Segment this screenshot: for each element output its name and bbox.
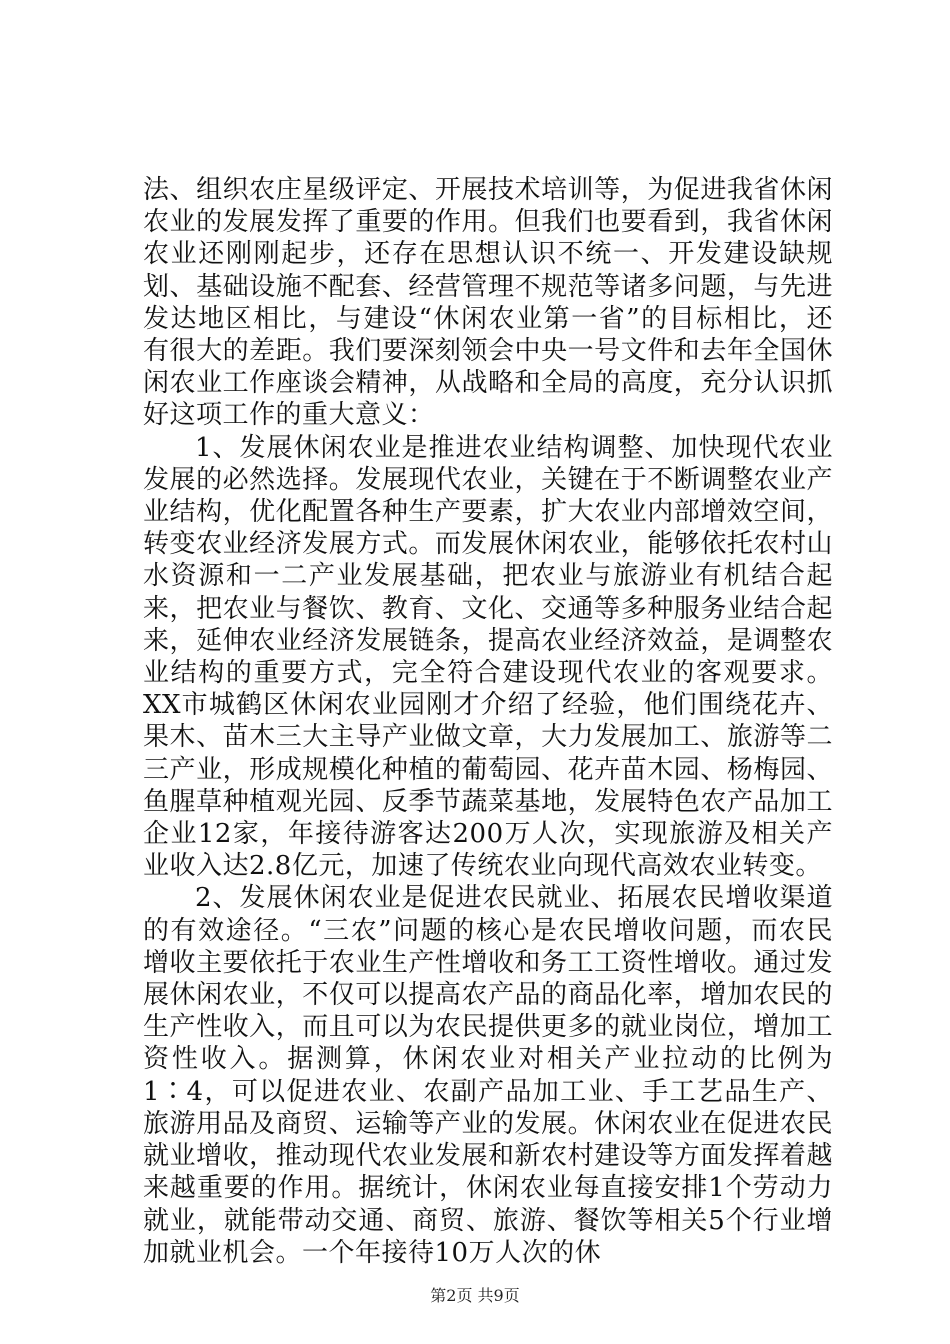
paragraph-point-2: 2、发展休闲农业是促进农民就业、拓展农民增收渠道的有效途径。“三农”问题的核心是农民增收问题，而农民增收主要依托于农业生产性增收和务工工资性增收。通过发展休闲农业，不仅可以提高农产品的商品化率，增加农民的生产性收入，而且可以为农民提供更多的就业岗位，增加工资性收入。据测算，休闲农业对相关产业拉动的比例为1∶4，可以促进农业、农副产品加工业、手工艺品生产、旅游用品及商贸、运输等产业的发展。休闲农业在促进农民就业增收，推动现代农业发展和新农村建设等方面发挥着越来越重要的作用。据统计，休闲农业每直接安排1个劳动力就业，就能带动交通、商贸、旅游、餐饮等相关5个行业增加就业机会。一个年接待10万人次的休 — [143, 883, 833, 1268]
page-number-footer: 第2页 共9页 — [430, 1286, 520, 1305]
paragraph-intro: 法、组织农庄星级评定、开展技术培训等，为促进我省休闲农业的发展发挥了重要的作用。但我们也要看到，我省休闲农业还刚刚起步，还存在思想认识不统一、开发建设缺规划、基础设施不配套、经营管理不规范等诸多问题，与先进发达地区相比，与建设“休闲农业第一省”的目标相比，还有很大的差距。我们要深刻领会中央一号文件和去年全国休闲农业工作座谈会精神，从战略和全局的高度，充分认识抓好这项工作的重大意义： — [143, 175, 833, 431]
document-body — [143, 174, 833, 1269]
paragraph-point-1: 1、发展休闲农业是推进农业结构调整、加快现代农业发展的必然选择。发展现代农业，关键在于不断调整农业产业结构，优化配置各种生产要素，扩大农业内部增效空间，转变农业经济发展方式。而发展休闲农业，能够依托农村山水资源和一二产业发展基础，把农业与旅游业有机结合起来，把农业与餐饮、教育、文化、交通等多种服务业结合起来，延伸农业经济发展链条，提高农业经济效益，是调整农业结构的重要方式，完全符合建设现代农业的客观要求。XX市城鹤区休闲农业园刚才介绍了经验，他们围绕花卉、果木、苗木三大主导产业做文章，大力发展加工、旅游等二三产业，形成规模化种植的葡萄园、花卉苗木园、杨梅园、鱼腥草种植观光园、反季节蔬菜基地，发展特色农产品加工企业12家，年接待游客达200万人次，实现旅游及相关产业收入达2.8亿元，加速了传统农业向现代高效农业转变。 — [143, 432, 833, 882]
